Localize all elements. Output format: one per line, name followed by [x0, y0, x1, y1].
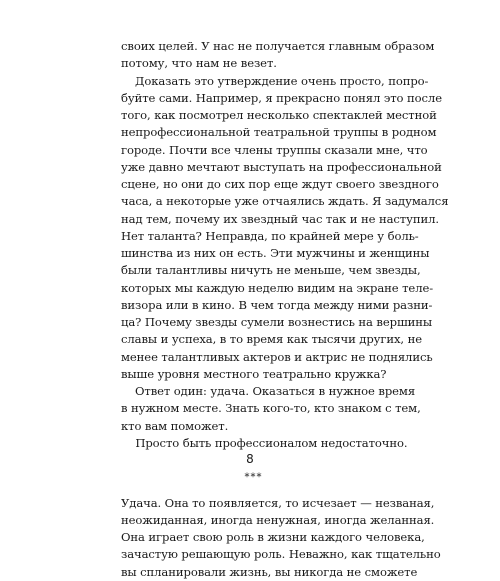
text-line: своих целей. У нас не получается главным образом [121, 39, 435, 53]
text-line: выше уровня местного театрально кружка? [121, 366, 387, 381]
text-line: в нужном месте. Знать кого-то, кто знаком с тем, [121, 401, 421, 416]
paragraphs-before-separator [121, 38, 449, 452]
page-number: 8 [246, 452, 254, 466]
text-line: были талантливы ничуть не меньше, чем звезды, [121, 263, 421, 278]
text-line: сцене, но они до сих пор еще ждут своего звездного [121, 177, 439, 191]
text-line: Просто быть профессионалом недостаточно. [121, 435, 408, 450]
text-line: городе. Почти все члены труппы сказали мне, что [121, 142, 428, 157]
text-line: Ответ один: удача. Оказаться в нужное время [135, 384, 416, 398]
text-line: непрофессиональной театральной труппы в родном [121, 125, 437, 140]
page-text-block [121, 38, 449, 581]
paragraphs-after-separator [121, 495, 441, 581]
text-line: кто вам поможет. [121, 418, 229, 433]
text-line: зачастую решающую роль. Неважно, как тщательно [121, 547, 441, 562]
text-line: неожиданная, иногда ненужная, иногда желанная. [121, 512, 435, 527]
text-line: славы и успеха, в то время как тысячи других, не [121, 332, 422, 347]
blank-space [121, 487, 386, 495]
section-separator: *** [244, 472, 263, 484]
text-line: вы спланировали жизнь, вы никогда не сможете [121, 564, 418, 579]
text-line: Нет таланта? Неправда, по крайней мере у боль- [121, 228, 419, 243]
text-line: часа, а некоторые уже отчаялись ждать. Я задумался [121, 194, 449, 209]
text-line: Она играет свою роль в жизни каждого человека, [121, 530, 425, 544]
text-line: ца? Почему звезды сумели вознестись на вершины [121, 315, 433, 329]
text-line: над тем, почему их звездный час так и не наступил. [121, 211, 439, 226]
text-line: которых мы каждую неделю видим на экране теле- [121, 280, 434, 295]
text-line: уже давно мечтают выступать на профессиональной [121, 159, 442, 174]
text-line: Удача. Она то появляется, то исчезает — незваная, [121, 495, 435, 510]
text-line: буйте сами. Например, я прекрасно понял это после [121, 90, 442, 105]
text-line: потому, что нам не везет. [121, 56, 277, 71]
text-line: Доказать это утверждение очень просто, попро- [135, 73, 429, 88]
text-line: визора или в кино. В чем тогда между ними разни- [121, 297, 433, 312]
text-line: шинства из них он есть. Эти мужчины и женщины [121, 246, 430, 260]
text-line: того, как посмотрел несколько спектаклей местной [121, 108, 437, 122]
text-line: менее талантливых актеров и актрис не поднялись [121, 349, 433, 364]
